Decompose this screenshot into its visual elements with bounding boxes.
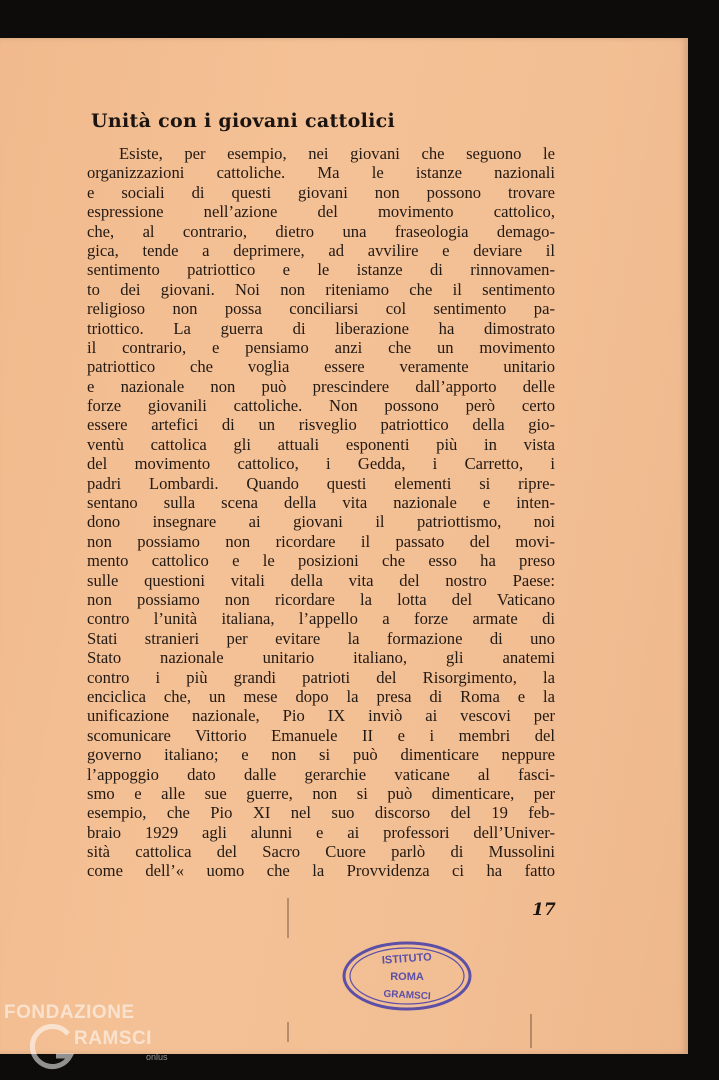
- fondazione-gramsci-watermark: [4, 1000, 184, 1072]
- institute-stamp: [341, 940, 473, 1012]
- text-line: unificazione nazionale, Pio IX inviò ai vescovi per: [87, 706, 555, 726]
- text-line: e nazionale non può prescindere dall’apporto delle: [87, 376, 555, 396]
- text-line: contro l’unità italiana, l’appello a forze armate di: [87, 609, 555, 629]
- watermark-line-1: FONDAZIONE: [4, 1002, 135, 1023]
- text-line: scomunicare Vittorio Emanuele II e i membri del: [87, 725, 555, 745]
- text-line: Stati stranieri per evitare la formazione di uno: [87, 628, 555, 648]
- text-line: mento cattolico e le posizioni che esso ha preso: [87, 551, 555, 571]
- text-line: il contrario, e pensiamo anzi che un movimento: [87, 337, 555, 357]
- page-number: 17: [532, 900, 556, 920]
- text-line: braio 1929 agli alunni e ai professori dell’Univer-: [87, 822, 555, 842]
- text-line: non possiamo non ricordare il passato del movi-: [87, 531, 555, 551]
- text-line: dono insegnare ai giovani il patriottismo, noi: [87, 512, 555, 532]
- watermark-g-icon: [28, 1022, 78, 1072]
- section-heading: Unità con i giovani cattolici: [91, 110, 396, 132]
- text-line: sentimento patriottico e le istanze di rinnovamen-: [87, 260, 555, 280]
- text-line: e sociali di questi giovani non possono trovare: [87, 182, 555, 202]
- text-line: triottico. La guerra di liberazione ha dimostrato: [87, 318, 555, 338]
- text-line: governo italiano; e non si può dimenticare neppure: [87, 745, 555, 765]
- text-line: esempio, che Pio XI nel suo discorso del 19 feb-: [87, 803, 555, 823]
- text-line: essere artefici di un risveglio patriottico della gio-: [87, 415, 555, 435]
- stamp-line-3: GRAMSCI: [383, 988, 432, 1003]
- text-line: contro i più grandi patrioti del Risorgimento, la: [87, 667, 555, 687]
- text-line: Stato nazionale unitario italiano, gli anatemi: [87, 648, 555, 668]
- text-line: non possiamo non ricordare la lotta del Vaticano: [87, 589, 555, 609]
- text-line: gica, tende a deprimere, ad avvilire e deviare il: [87, 240, 555, 260]
- text-line: sentano sulla scena della vita nazionale e inten-: [87, 493, 555, 513]
- text-line: padri Lombardi. Quando questi elementi si ripre-: [87, 473, 555, 493]
- watermark-line-3: onlus: [146, 1052, 168, 1062]
- text-line: l’appoggio dato dalle gerarchie vaticane al fasci-: [87, 764, 555, 784]
- text-line: to dei giovani. Noi non riteniamo che il sentimento: [87, 279, 555, 299]
- paper-speck: [287, 1022, 289, 1042]
- paper-speck: [287, 898, 289, 938]
- paper-speck: [530, 1014, 532, 1048]
- text-line: sità cattolica del Sacro Cuore parlò di Mussolini: [87, 842, 555, 862]
- text-line: religioso non possa conciliarsi col sentimento pa-: [87, 299, 555, 319]
- text-line: del movimento cattolico, i Gedda, i Carretto, i: [87, 454, 555, 474]
- watermark-line-2: RAMSCI: [74, 1028, 152, 1049]
- text-line: ventù cattolica gli attuali esponenti più in vista: [87, 434, 555, 454]
- text-line: Esiste, per esempio, nei giovani che seguono le: [119, 144, 555, 163]
- text-line: smo e alle sue guerre, non si può dimenticare, per: [87, 783, 555, 803]
- text-line: come dell’« uomo che la Provvidenza ci ha fatto: [87, 861, 555, 881]
- text-line: che, al contrario, dietro una fraseologia demago-: [87, 221, 555, 241]
- text-line: sulle questioni vitali della vita del nostro Paese:: [87, 570, 555, 590]
- stamp-line-1: ISTITUTO: [381, 951, 433, 967]
- text-line: espressione nell’azione del movimento cattolico,: [87, 202, 555, 222]
- text-line: organizzazioni cattoliche. Ma le istanze nazionali: [87, 163, 555, 183]
- body-text: [87, 144, 555, 881]
- text-line: patriottico che voglia essere veramente unitario: [87, 357, 555, 377]
- stamp-line-2: ROMA: [390, 971, 424, 983]
- text-line: enciclica che, un mese dopo la presa di Roma e la: [87, 686, 555, 706]
- text-line: forze giovanili cattoliche. Non possono però certo: [87, 396, 555, 416]
